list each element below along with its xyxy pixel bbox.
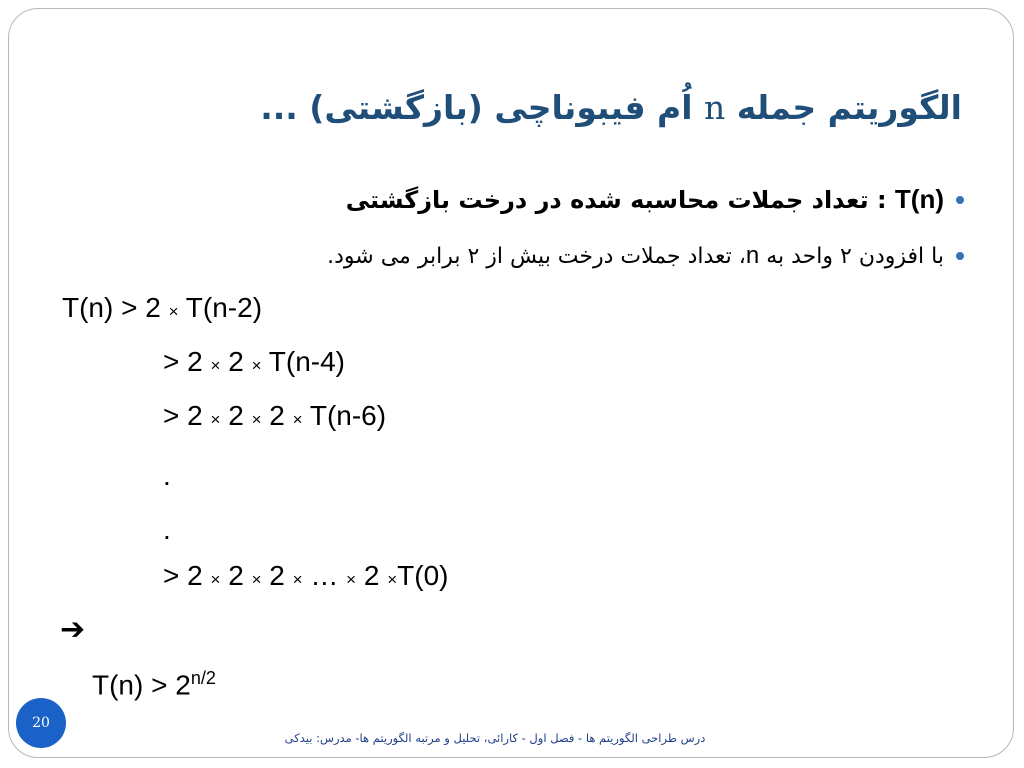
math-term: T(n-4) <box>261 346 345 377</box>
times-symbol: × <box>346 570 357 589</box>
implies-arrow-icon: ➔ <box>60 612 86 647</box>
math-term: 2 <box>261 560 293 591</box>
math-line-3 <box>163 400 386 432</box>
math-line-2 <box>163 346 345 378</box>
times-symbol: × <box>210 570 221 589</box>
math-term: > 2 <box>163 346 211 377</box>
times-symbol: × <box>210 410 221 429</box>
title-part-2: اُم فیبوناچی (بازگشتی) ... <box>260 88 705 127</box>
bullet-icon <box>956 196 964 204</box>
bullet-separator: : <box>868 186 895 214</box>
result-exponent: n/2 <box>190 668 216 688</box>
bullet-growth-pre: با افزودن ۲ واحد به <box>759 244 944 269</box>
bullet-growth-post: ، تعداد جملات درخت بیش از ۲ برابر می شود. <box>327 244 746 269</box>
times-symbol: × <box>292 410 303 429</box>
bullet-tn-label: T(n) <box>894 184 944 214</box>
title-part-1: الگوریتم جمله <box>725 88 962 127</box>
slide-footer: درس طراحی الگوریتم ها - فصل اول - کارائی، تحلیل و مرتبه الگوریتم ها- مدرس: بیدکی <box>284 731 706 745</box>
math-result <box>92 668 216 701</box>
times-symbol: × <box>292 570 303 589</box>
math-term: 2 <box>220 400 252 431</box>
math-term: T(n) > 2 <box>62 292 169 323</box>
times-symbol: × <box>387 570 398 589</box>
math-term: T(n-2) <box>178 292 263 323</box>
math-term: … <box>302 560 347 591</box>
page-number-badge <box>16 698 66 748</box>
result-base: T(n) > 2 <box>92 669 191 701</box>
math-term: 2 <box>356 560 388 591</box>
math-term: 2 <box>261 400 293 431</box>
times-symbol: × <box>251 570 262 589</box>
times-symbol: × <box>168 302 179 321</box>
math-term: T(0) <box>397 560 449 591</box>
page-number: 20 <box>32 715 50 731</box>
math-dot-1: . <box>163 460 171 491</box>
bullet-icon <box>956 252 964 260</box>
math-line-1 <box>62 292 262 324</box>
bullet-tn-text: تعداد جملات محاسبه شده در درخت بازگشتی <box>345 186 869 214</box>
slide-title <box>260 88 962 127</box>
math-line-4 <box>163 560 448 592</box>
bullet-growth-note <box>327 242 944 270</box>
times-symbol: × <box>251 410 262 429</box>
times-symbol: × <box>251 356 262 375</box>
math-dot-2: . <box>163 514 171 545</box>
math-term: 2 <box>220 346 252 377</box>
bullet-tn-definition <box>346 184 944 215</box>
math-term: 2 <box>220 560 252 591</box>
math-term: > 2 <box>163 560 211 591</box>
bullet-growth-n: n <box>745 242 760 269</box>
math-term: T(n-6) <box>302 400 387 431</box>
times-symbol: × <box>210 356 221 375</box>
title-variable-n: n <box>704 88 726 127</box>
math-term: > 2 <box>163 400 211 431</box>
